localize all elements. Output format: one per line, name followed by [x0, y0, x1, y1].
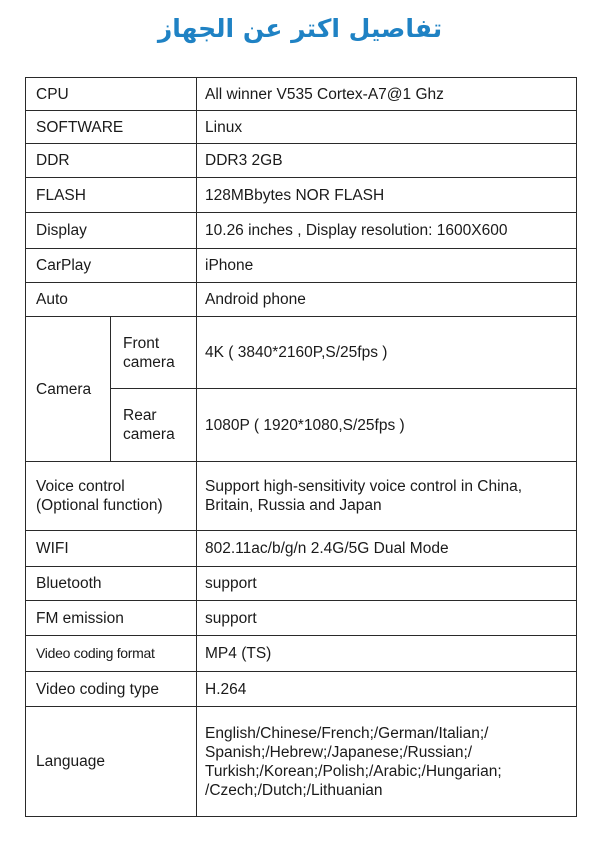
spec-value: 4K ( 3840*2160P,S/25fps ) — [197, 317, 577, 389]
spec-value: 128MBbytes NOR FLASH — [197, 178, 577, 213]
spec-value: 1080P ( 1920*1080,S/25fps ) — [197, 389, 577, 462]
spec-label — [26, 462, 197, 531]
spec-sublabel — [111, 317, 197, 389]
spec-value: 802.11ac/b/g/n 2.4G/5G Dual Mode — [197, 531, 577, 567]
table-row — [26, 178, 577, 213]
page-title: تفاصيل اكتر عن الجهاز — [157, 14, 443, 43]
table-row — [26, 462, 577, 531]
spec-label: Video coding format — [26, 636, 197, 672]
spec-label: Camera — [26, 317, 111, 462]
language-value-line: Turkish;/Korean;/Polish;/Arabic;/Hungarian; — [205, 762, 502, 780]
specs-table — [25, 77, 577, 817]
spec-label: WIFI — [26, 531, 197, 567]
table-row — [26, 144, 577, 178]
table-row — [26, 249, 577, 283]
spec-label: CPU — [26, 78, 197, 111]
spec-label: FM emission — [26, 601, 197, 636]
spec-label: Display — [26, 213, 197, 249]
rear-camera-label-line: Rear — [123, 407, 157, 424]
table-row — [26, 531, 577, 567]
spec-value: H.264 — [197, 672, 577, 707]
spec-value: Android phone — [197, 283, 577, 317]
spec-label: SOFTWARE — [26, 111, 197, 144]
spec-value — [197, 462, 577, 531]
spec-label: Video coding type — [26, 672, 197, 707]
spec-value: 10.26 inches , Display resolution: 1600X600 — [197, 213, 577, 249]
front-camera-label-line: Front — [123, 334, 160, 352]
language-value-line: English/Chinese/French;/German/Italian;/ — [205, 724, 489, 742]
table-row — [26, 283, 577, 317]
spec-label: FLASH — [26, 178, 197, 213]
table-row — [26, 707, 577, 817]
spec-sublabel — [111, 389, 197, 462]
rear-camera-label-line: camera — [123, 426, 175, 443]
spec-value: support — [197, 567, 577, 601]
spec-value — [197, 707, 577, 817]
spec-value: MP4 (TS) — [197, 636, 577, 672]
spec-value: DDR3 2GB — [197, 144, 577, 178]
voice-label-line: (Optional function) — [36, 497, 163, 514]
front-camera-label-line: camera — [123, 353, 175, 371]
voice-value-line: Support high-sensitivity voice control in China, — [205, 478, 523, 495]
table-row — [26, 636, 577, 672]
spec-value: iPhone — [197, 249, 577, 283]
spec-value: support — [197, 601, 577, 636]
spec-label: DDR — [26, 144, 197, 178]
table-row — [26, 78, 577, 111]
spec-label: Language — [26, 707, 197, 817]
language-value-line: /Czech;/Dutch;/Lithuanian — [205, 781, 383, 799]
table-row — [26, 567, 577, 601]
spec-label: CarPlay — [26, 249, 197, 283]
voice-label-line: Voice control — [36, 478, 125, 495]
spec-label: Auto — [26, 283, 197, 317]
voice-value-line: Britain, Russia and Japan — [205, 497, 382, 514]
table-row — [26, 672, 577, 707]
table-row — [26, 601, 577, 636]
language-value-line: Spanish;/Hebrew;/Japanese;/Russian;/ — [205, 743, 473, 761]
spec-label: Bluetooth — [26, 567, 197, 601]
table-row — [26, 213, 577, 249]
spec-value: All winner V535 Cortex-A7@1 Ghz — [197, 78, 577, 111]
table-row — [26, 317, 577, 389]
table-row — [26, 111, 577, 144]
spec-value: Linux — [197, 111, 577, 144]
